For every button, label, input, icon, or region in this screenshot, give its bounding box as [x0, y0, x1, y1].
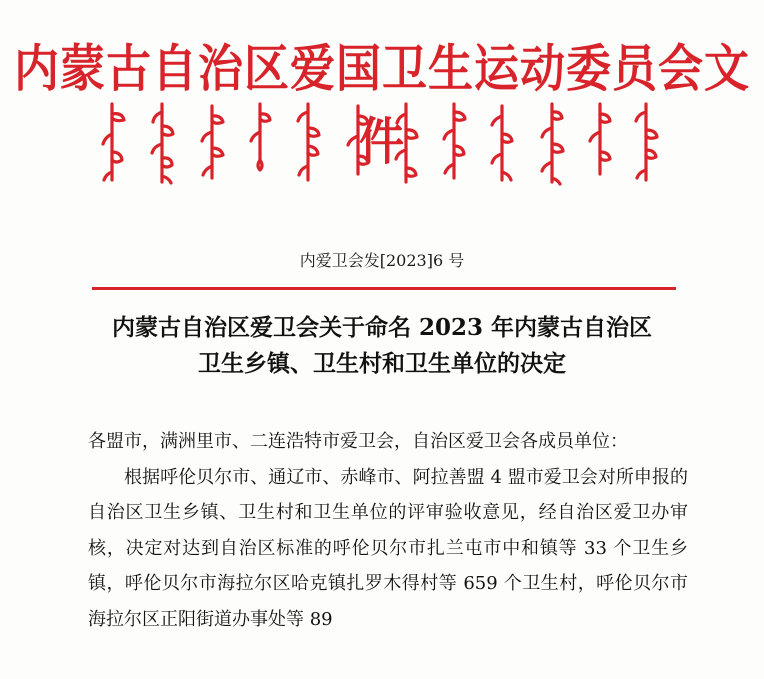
- document-body: [88, 424, 688, 637]
- title-line-2: 卫生乡镇、卫生村和卫生单位的决定: [198, 350, 566, 377]
- mongolian-script-icon: [92, 100, 662, 190]
- body-paragraph: 根据呼伦贝尔市、通辽市、赤峰市、阿拉善盟 4 盟市爱卫会对所申报的自治区卫生乡镇、卫生村和卫生单位的评审验收意见，经自治区爱卫办审核，决定对达到自治区标准的呼伦贝尔市扎兰屯市中和镇等 33 个卫生乡镇，呼伦贝尔市海拉尔区哈克镇扎罗木得村等 659 个卫生村，呼伦贝尔市海拉尔区正阳街道办事处等 89: [88, 466, 688, 630]
- issuer-title: 内蒙古自治区爱国卫生运动委员会文件: [13, 39, 750, 172]
- addressee: 各盟市，满洲里市、二连浩特市爱卫会，自治区爱卫会各成员单位：: [88, 431, 628, 452]
- document-title: [0, 310, 764, 382]
- title-line-1: 内蒙古自治区爱卫会关于命名 2023 年内蒙古自治区: [111, 314, 653, 341]
- document-number: 内爱卫会发[2023]6 号: [299, 251, 465, 270]
- red-divider: [92, 287, 676, 290]
